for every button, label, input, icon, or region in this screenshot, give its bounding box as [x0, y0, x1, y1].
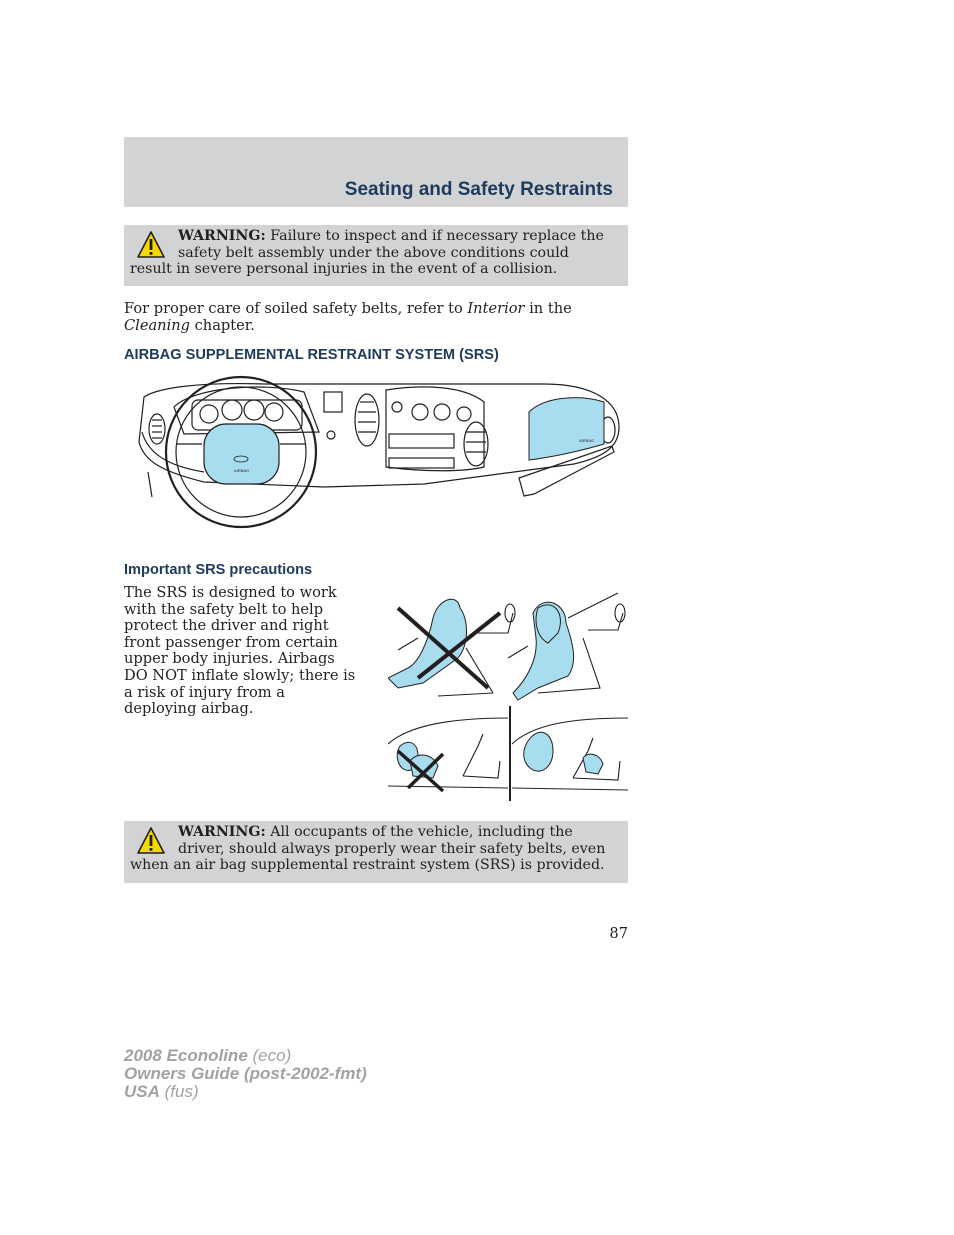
occupant-position-illustration [388, 588, 628, 703]
care-link-interior: Interior [467, 300, 525, 317]
footer-region-code: (fus) [159, 1082, 199, 1101]
driver-airbag-label: AIRBAG [234, 468, 250, 473]
footer-line-3 [124, 1083, 367, 1101]
warning-label: WARNING: [178, 228, 266, 244]
footer-model: 2008 Econoline [124, 1046, 248, 1065]
footer-model-code: (eco) [247, 1046, 292, 1065]
warning-triangle-icon [136, 230, 166, 260]
care-text-1: For proper care of soiled safety belts, refer to [124, 300, 468, 317]
warning-box [124, 225, 628, 286]
warning-text: All occupants of the vehicle, including the driver, should always properly wear their safety belts, even when an air bag supplemental restraint system (SRS) is provided. [130, 824, 606, 874]
child-seat-illustration [388, 706, 628, 801]
warning-triangle-icon [136, 826, 166, 856]
footer-region: USA [124, 1082, 160, 1101]
care-link-cleaning: Cleaning [124, 316, 190, 334]
care-paragraph [124, 301, 628, 334]
footer-line-2: Owners Guide (post-2002-fmt) [124, 1064, 367, 1083]
section-heading: AIRBAG SUPPLEMENTAL RESTRAINT SYSTEM (SRS) [124, 347, 499, 363]
subsection-heading: Important SRS precautions [124, 562, 313, 578]
srs-paragraph: The SRS is designed to work with the safety belt to help protect the driver and right front passenger from certain upper body injuries. Airbags DO NOT inflate slowly; there is a risk of injury from a deploying airbag. [124, 584, 356, 718]
warning-box-2 [124, 821, 628, 883]
header-band [124, 137, 628, 207]
care-text-3: chapter. [189, 316, 255, 334]
care-text-2: in the [524, 300, 572, 317]
footer-line-1 [124, 1047, 367, 1065]
footer [124, 1047, 367, 1101]
page-number: 87 [609, 925, 628, 942]
dashboard-illustration [124, 372, 628, 542]
page-title: Seating and Safety Restraints [344, 179, 613, 200]
warning-label: WARNING: [178, 824, 266, 840]
warning-text: Failure to inspect and if necessary replace the safety belt assembly under the above conditions could result in severe personal injuries in the event of a collision. [130, 228, 604, 278]
passenger-airbag-label: AIRBAG [579, 438, 595, 443]
